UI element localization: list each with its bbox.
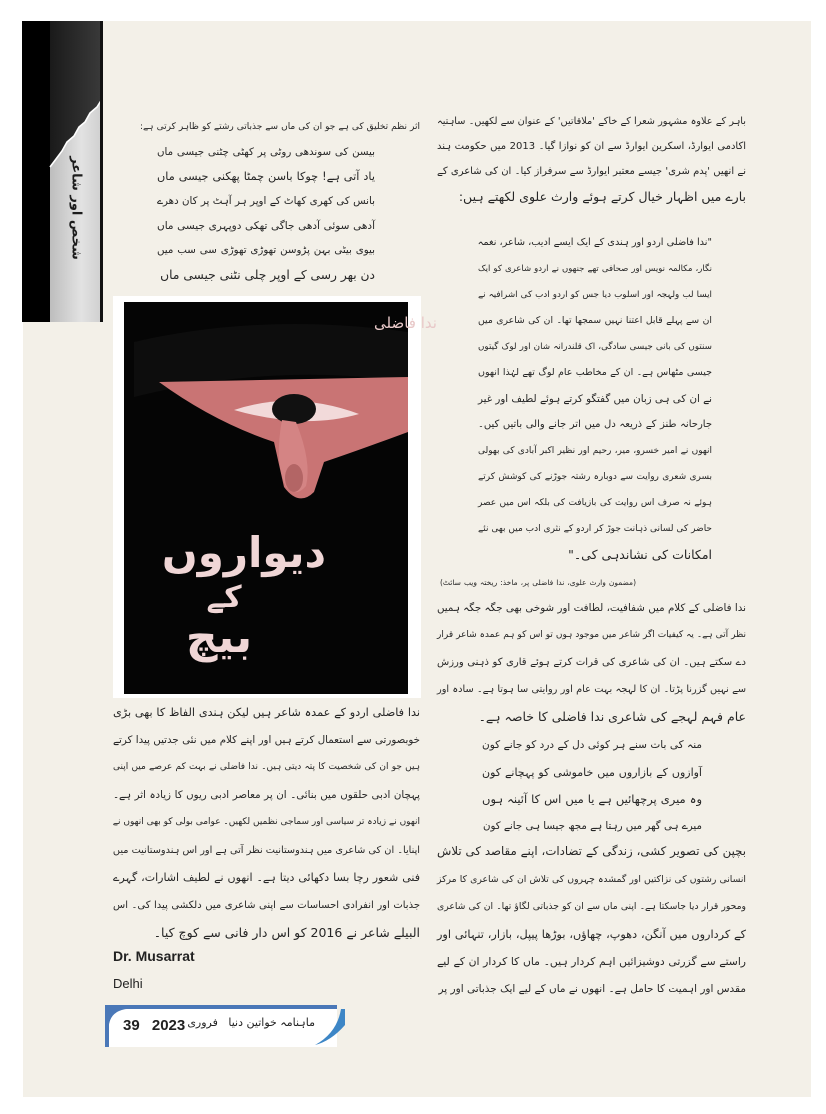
paragraph-line: سے نہیں گزرنا پڑتا۔ ان کا لہجہ بہت عام اور روایتی سا ہوتا ہے۔ سادہ اور [437, 684, 746, 695]
quote-line: جارحانہ طنز کے ذریعہ دل میں اتر جانے والی باتیں کیں۔ [478, 419, 712, 430]
paragraph-line: انسانی رشتوں کی نزاکتیں اور گمشدہ چہروں کی تلاش ان کی شاعری کا مرکز [437, 873, 746, 885]
paragraph-line: ندا فاضلی اردو کے عمدہ شاعر ہیں لیکن ہندی الفاظ کا بھی بڑی [113, 706, 420, 719]
quote-line: ہوئے نہ صرف اس روایت کی بازیافت کی بلکہ اس میں عصر [478, 498, 712, 508]
intro-line: نے انھیں 'پدم شری' جیسے معتبر ایوارڈ سے سرفراز کیا۔ ان کی شاعری کے [437, 166, 746, 177]
paragraph-line: خوبصورتی سے استعمال کرتے ہیں اور اپنے کلام میں نئی جدتیں پیدا کرتے [113, 733, 420, 746]
cover-title-line1: دیواروں [161, 528, 327, 577]
author-name: Dr. Musarrat [113, 948, 195, 964]
paragraph-line: اپنایا۔ ان کی شاعری میں ہندوستانیت نظر آتی ہے اور اس ہندوستانیت میں [112, 844, 420, 856]
verse-line: آوازوں کے بازاروں میں خاموشی کو پہچانے کون [482, 766, 702, 779]
book-cover-image [113, 296, 437, 698]
paragraph-line: کے کرداروں میں آنگن، دھوپ، چھاؤں، بوڑھا پیپل، بازار، تنہائی اور [437, 927, 746, 941]
verse-line: یاد آتی ہے! چوکا باسن چمٹا پھکنی جیسی ماں [157, 169, 375, 183]
quote-line: بسری شعری روایت سے دوبارہ رشتہ جوڑنے کی کوشش کرتے [478, 472, 712, 482]
quote-line: انھوں نے امیر خسرو، میر، رحیم اور نظیر اکبر آبادی کی بھولی [478, 446, 712, 456]
verse-maan [157, 140, 375, 288]
quote-line: امکانات کی نشاندہی کی۔" [568, 547, 712, 562]
paragraph-line: عام فہم لہجے کی شاعری ندا فاضلی کا خاصہ ہے۔ [478, 709, 746, 724]
page-footer [105, 1005, 345, 1047]
cover-author: ندا فاضلی [374, 314, 437, 332]
paragraph-1 [437, 595, 746, 730]
verse-line: بیسن کی سوندھی روٹی پر کھٹی چٹنی جیسی ماں [157, 146, 375, 158]
section-strip-dark [22, 21, 50, 322]
verse-line: منہ کی بات سنے ہر کوئی دل کے درد کو جانے کون [482, 739, 702, 751]
quote-line: ایسا لب ولہجہ اور اسلوب دیا جس کو اردو ادب کی اشرافیہ نے [478, 290, 712, 300]
magazine-name: ماہنامہ خواتین دنیا [228, 1016, 315, 1029]
verse-ghazal [482, 732, 702, 840]
quote-line: حاضر کی لسانی ذہانت جوڑ کر اردو کے نثری ادب میں بھی نئے [478, 524, 712, 534]
footer-month: فروری [187, 1016, 218, 1029]
section-label: شخص اور شاعر [68, 156, 84, 260]
verse-line: وہ میری پرچھائیں ہے یا میں اس کا آئینہ ہوں [482, 792, 702, 806]
verse-line: دن بھر رسی کے اوپر چلی نٹنی جیسی ماں [160, 267, 375, 282]
left-paragraph [113, 699, 420, 947]
verse-line: بانس کی کھری کھاٹ کے اوپر ہر آہٹ پر کان دھرے [157, 195, 375, 208]
paragraph-2 [437, 838, 746, 1004]
quote-line: جیسی مٹھاس ہے۔ ان کے مخاطب عام لوگ تھے لہٰذا انھوں [478, 367, 712, 378]
intro-line: بارے میں اظہار خیال کرتے ہوئے وارث علوی لکھتے ہیں: [458, 189, 746, 204]
paragraph-line: مقدس اور اہمیت کا حامل ہے۔ انھوں نے ماں کے لیے ایک جذباتی اور پر [438, 982, 746, 995]
quote-source-block [440, 574, 636, 592]
verse-line: میرے ہی گھر میں رہتا ہے مجھ جیسا ہی جانے کون [482, 820, 702, 832]
quote-line: ان سے پہلے قابل اعتنا نہیں سمجھا تھا۔ ان کی شاعری میں [478, 315, 712, 326]
paragraph-line: پہچان ادبی حلقوں میں بنائی۔ ان پر معاصر ادبی ریوں کا زیادہ اثر ہے۔ [113, 788, 420, 801]
paragraph-line: فنی شعور رچا بسا دکھائی دیتا ہے۔ انھوں نے لطیف اشارات، گہرے [113, 871, 420, 884]
paragraph-line: ہیں جو ان کی شخصیت کا پتہ دیتی ہیں۔ ندا فاضلی نے بہت کم عرصے میں اپنی [113, 762, 420, 772]
paragraph-line: البیلے شاعر نے 2016 کو اس دار فانی سے کوچ کیا۔ [153, 925, 420, 940]
paragraph-line: بچپن کی تصویر کشی، زندگی کے تضادات، اپنے مقاصد کی تلاش [437, 844, 746, 858]
paragraph-line: ندا فاضلی کے کلام میں شفافیت، لطافت اور شوخی بھی جگہ جگہ ہمیں [437, 602, 746, 614]
author-city: Delhi [113, 976, 143, 991]
cover-title-line3: بیچ [185, 612, 253, 663]
quote-line: نگار، مکالمہ نویس اور صحافی تھے جنھوں نے اردو شاعری کو ایک [478, 264, 712, 274]
intro-line: اکادمی ایوارڈ، اسکرین ایوارڈ سے ان کو نوازا گیا۔ 2013 میں حکومت ہند [437, 141, 746, 152]
quote-line: نے ان کی ہی زبان میں گفتگو کرتے ہوئے لطیف اور غیر [478, 393, 712, 405]
paragraph-line: نظر آتی ہے۔ یہ کیفیات اگر شاعر میں موجود ہوں تو اس کو ہم عمدہ شاعر قرار [437, 630, 746, 640]
quote-line: سنتوں کی بانی جیسی سادگی، اک قلندرانہ شان اور لوک گیتوں [478, 342, 712, 352]
verse-line: آدھی سوئی آدھی جاگی تھکی دوپہری جیسی ماں [157, 219, 375, 232]
paragraph-line: انھوں نے زیادہ تر سیاسی اور سماجی نظمیں لکھیں۔ عوامی بولی کو بھی انھوں نے [112, 817, 420, 827]
strip-edge [100, 21, 103, 322]
paragraph-line: راستے سے گزرتی دوشیزائیں اہم کردار ہیں۔ ماں کا کردار ان کے لیے [437, 955, 746, 969]
page-number: 39 [123, 1017, 140, 1034]
paragraph-line: دے سکتے ہیں۔ ان کی شاعری کی قرات کرتے ہوئے قاری کو ذہنی ورزش [437, 657, 746, 668]
intro-line: اثر نظم تخلیق کی ہے جو ان کی ماں سے جذباتی رشتے کو ظاہر کرتی ہے: [140, 122, 420, 132]
quote-source: (مضمون وارث علوی، ندا فاضلی پر، ماخذ: ریختہ ویب سائٹ) [440, 578, 636, 587]
footer-page-year [123, 1017, 185, 1034]
paragraph-line: جذبات اور انفرادی احساسات سے اپنی شاعری میں دلکشی پیدا کی۔ اس [113, 899, 420, 911]
quote-line: "ندا فاضلی اردو اور ہندی کے ایک ایسے ادیب، شاعر، نغمہ [477, 237, 712, 248]
left-intro [140, 115, 420, 140]
paragraph-line: ومحور قرار دیا جاسکتا ہے۔ اپنی ماں سے ان کو جذباتی لگاؤ تھا۔ ان کی شاعری [437, 901, 746, 913]
cover-title-line2: کے [206, 580, 242, 615]
right-intro [437, 109, 746, 209]
footer-magazine-month [187, 1016, 315, 1029]
verse-line: بیوی بیٹی بہن پڑوسن تھوڑی تھوڑی سی سب میں [157, 244, 375, 257]
intro-line: باہر کے علاوہ مشہور شعرا کے خاکے 'ملاقاتیں' کے عنوان سے لکھیں۔ ساہتیہ [437, 116, 746, 127]
footer-year: 2023 [151, 1017, 186, 1034]
quote-block [478, 230, 712, 568]
